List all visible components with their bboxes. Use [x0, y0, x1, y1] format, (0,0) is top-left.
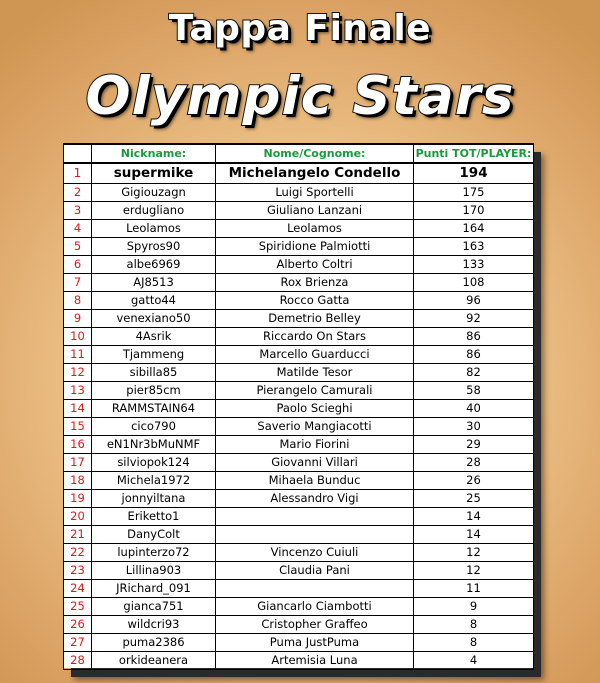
table-row: [64, 274, 534, 292]
name-cell: Pierangelo Camurali: [216, 382, 414, 400]
rank-cell: 24: [64, 580, 92, 598]
points-cell: 30: [414, 418, 534, 436]
name-cell: Alberto Coltri: [216, 256, 414, 274]
nickname-cell: sibilla85: [92, 364, 216, 382]
header-rank: [64, 144, 92, 163]
nickname-cell: supermike: [92, 163, 216, 184]
table-row: [64, 580, 534, 598]
table-row: [64, 508, 534, 526]
nickname-cell: puma2386: [92, 634, 216, 652]
nickname-cell: Michela1972: [92, 472, 216, 490]
table-row: [64, 184, 534, 202]
nickname-cell: DanyColt: [92, 526, 216, 544]
points-cell: 163: [414, 238, 534, 256]
table-row: [64, 292, 534, 310]
table-row: [64, 364, 534, 382]
points-cell: 164: [414, 220, 534, 238]
rank-cell: 9: [64, 310, 92, 328]
name-cell: Alessandro Vigi: [216, 490, 414, 508]
rank-cell: 12: [64, 364, 92, 382]
rank-cell: 21: [64, 526, 92, 544]
name-cell: Rox Brienza: [216, 274, 414, 292]
table-row: [64, 328, 534, 346]
table-row: [64, 256, 534, 274]
table-row: [64, 418, 534, 436]
table-row: [64, 382, 534, 400]
name-cell: Matilde Tesor: [216, 364, 414, 382]
table-row: [64, 346, 534, 364]
nickname-cell: erdugliano: [92, 202, 216, 220]
rank-cell: 11: [64, 346, 92, 364]
table-row: [64, 472, 534, 490]
points-cell: 86: [414, 346, 534, 364]
rank-cell: 8: [64, 292, 92, 310]
name-cell: [216, 508, 414, 526]
table-row: [64, 238, 534, 256]
name-cell: [216, 526, 414, 544]
points-cell: 25: [414, 490, 534, 508]
name-cell: Michelangelo Condello: [216, 163, 414, 184]
rank-cell: 2: [64, 184, 92, 202]
rank-cell: 6: [64, 256, 92, 274]
table-row: [64, 202, 534, 220]
rank-cell: 3: [64, 202, 92, 220]
name-cell: Mihaela Bunduc: [216, 472, 414, 490]
rank-cell: 14: [64, 400, 92, 418]
table-row: [64, 652, 534, 670]
table-row: [64, 616, 534, 634]
name-cell: Spiridione Palmiotti: [216, 238, 414, 256]
name-cell: [216, 580, 414, 598]
table-row: [64, 436, 534, 454]
table-row: [64, 562, 534, 580]
points-cell: 82: [414, 364, 534, 382]
name-cell: Demetrio Belley: [216, 310, 414, 328]
points-cell: 40: [414, 400, 534, 418]
rank-cell: 19: [64, 490, 92, 508]
page-subtitle: Olympic Stars: [85, 66, 515, 127]
table-row: [64, 490, 534, 508]
points-cell: 8: [414, 634, 534, 652]
points-cell: 86: [414, 328, 534, 346]
nickname-cell: venexiano50: [92, 310, 216, 328]
points-cell: 175: [414, 184, 534, 202]
header-name: Nome/Cognome:: [216, 144, 414, 163]
rank-cell: 10: [64, 328, 92, 346]
table-row: [64, 454, 534, 472]
nickname-cell: gatto44: [92, 292, 216, 310]
points-cell: 14: [414, 526, 534, 544]
name-cell: Vincenzo Cuiuli: [216, 544, 414, 562]
nickname-cell: JRichard_091: [92, 580, 216, 598]
table-row: [64, 634, 534, 652]
name-cell: Paolo Scieghi: [216, 400, 414, 418]
name-cell: Saverio Mangiacotti: [216, 418, 414, 436]
points-cell: 8: [414, 616, 534, 634]
name-cell: Giuliano Lanzani: [216, 202, 414, 220]
nickname-cell: jonnyiltana: [92, 490, 216, 508]
table-header-row: [64, 144, 534, 163]
nickname-cell: wildcri93: [92, 616, 216, 634]
points-cell: 4: [414, 652, 534, 670]
points-cell: 92: [414, 310, 534, 328]
nickname-cell: AJ8513: [92, 274, 216, 292]
rank-cell: 23: [64, 562, 92, 580]
points-cell: 194: [414, 163, 534, 184]
leaderboard-sheet: [63, 143, 533, 668]
rank-cell: 16: [64, 436, 92, 454]
nickname-cell: cico790: [92, 418, 216, 436]
rank-cell: 28: [64, 652, 92, 670]
nickname-cell: Lillina903: [92, 562, 216, 580]
rank-cell: 18: [64, 472, 92, 490]
nickname-cell: gianca751: [92, 598, 216, 616]
points-cell: 96: [414, 292, 534, 310]
rank-cell: 22: [64, 544, 92, 562]
points-cell: 12: [414, 544, 534, 562]
name-cell: Leolamos: [216, 220, 414, 238]
nickname-cell: albe6969: [92, 256, 216, 274]
header-nickname: Nickname:: [92, 144, 216, 163]
nickname-cell: pier85cm: [92, 382, 216, 400]
rank-cell: 5: [64, 238, 92, 256]
rank-cell: 20: [64, 508, 92, 526]
nickname-cell: 4Asrik: [92, 328, 216, 346]
points-cell: 9: [414, 598, 534, 616]
rank-cell: 17: [64, 454, 92, 472]
points-cell: 29: [414, 436, 534, 454]
nickname-cell: Gigiouzagn: [92, 184, 216, 202]
points-cell: 26: [414, 472, 534, 490]
rank-cell: 27: [64, 634, 92, 652]
nickname-cell: eN1Nr3bMuNMF: [92, 436, 216, 454]
rank-cell: 7: [64, 274, 92, 292]
table-row: [64, 220, 534, 238]
name-cell: Riccardo On Stars: [216, 328, 414, 346]
leaderboard-table: [63, 143, 534, 670]
points-cell: 11: [414, 580, 534, 598]
rank-cell: 15: [64, 418, 92, 436]
table-row: [64, 163, 534, 184]
name-cell: Marcello Guarducci: [216, 346, 414, 364]
rank-cell: 13: [64, 382, 92, 400]
table-row: [64, 526, 534, 544]
rank-cell: 4: [64, 220, 92, 238]
rank-cell: 1: [64, 163, 92, 184]
table-row: [64, 400, 534, 418]
nickname-cell: Spyros90: [92, 238, 216, 256]
nickname-cell: orkideanera: [92, 652, 216, 670]
rank-cell: 25: [64, 598, 92, 616]
rank-cell: 26: [64, 616, 92, 634]
points-cell: 12: [414, 562, 534, 580]
nickname-cell: lupinterzo72: [92, 544, 216, 562]
nickname-cell: silviopok124: [92, 454, 216, 472]
table-row: [64, 310, 534, 328]
table-row: [64, 544, 534, 562]
points-cell: 14: [414, 508, 534, 526]
nickname-cell: RAMMSTAIN64: [92, 400, 216, 418]
nickname-cell: Tjammeng: [92, 346, 216, 364]
table-row: [64, 598, 534, 616]
name-cell: Luigi Sportelli: [216, 184, 414, 202]
points-cell: 170: [414, 202, 534, 220]
page-title: Tappa Finale: [168, 8, 432, 49]
name-cell: Rocco Gatta: [216, 292, 414, 310]
name-cell: Puma JustPuma: [216, 634, 414, 652]
name-cell: Mario Fiorini: [216, 436, 414, 454]
name-cell: Artemisia Luna: [216, 652, 414, 670]
points-cell: 28: [414, 454, 534, 472]
points-cell: 58: [414, 382, 534, 400]
name-cell: Cristopher Graffeo: [216, 616, 414, 634]
name-cell: Claudia Pani: [216, 562, 414, 580]
nickname-cell: Eriketto1: [92, 508, 216, 526]
name-cell: Giancarlo Ciambotti: [216, 598, 414, 616]
points-cell: 108: [414, 274, 534, 292]
header-points: Punti TOT/PLAYER:: [414, 144, 534, 163]
nickname-cell: Leolamos: [92, 220, 216, 238]
name-cell: Giovanni Villari: [216, 454, 414, 472]
points-cell: 133: [414, 256, 534, 274]
